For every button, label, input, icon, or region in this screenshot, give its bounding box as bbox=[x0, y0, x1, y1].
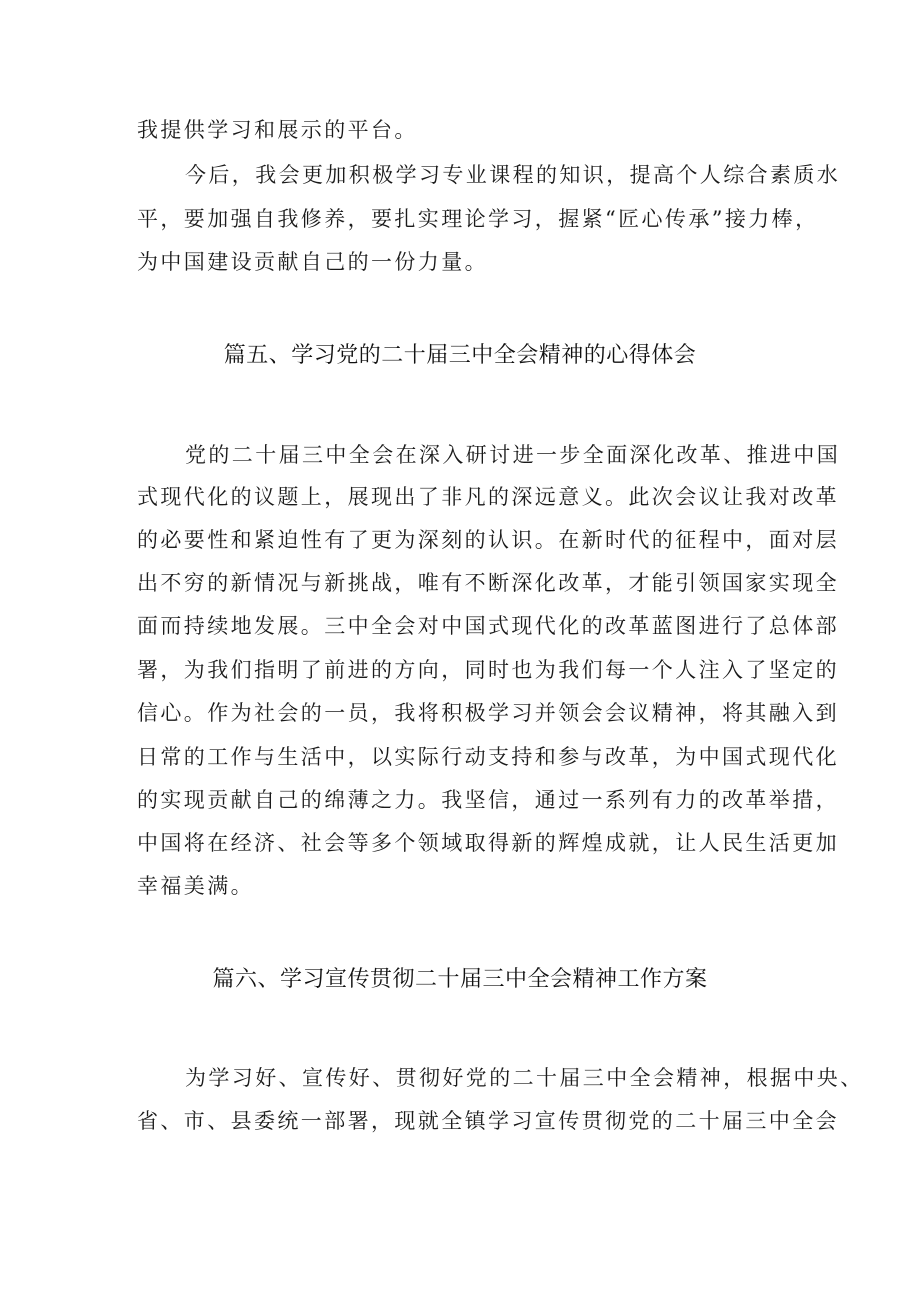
paragraph-line: 署，为我们指明了前进的方向，同时也为我们每一个人注入了坚定的 bbox=[137, 658, 839, 682]
paragraph-line: 为学习好、宣传好、贯彻好党的二十届三中全会精神，根据中央、 bbox=[185, 1066, 864, 1090]
paragraph-line: 日常的工作与生活中，以实际行动支持和参与改革，为中国式现代化 bbox=[137, 745, 839, 769]
paragraph-line: 中国将在经济、社会等多个领域取得新的辉煌成就，让人民生活更加 bbox=[137, 831, 839, 855]
paragraph-line: 今后，我会更加积极学习专业课程的知识，提高个人综合素质水 bbox=[185, 163, 841, 187]
paragraph-line: 式现代化的议题上，展现出了非凡的深远意义。此次会议让我对改革 bbox=[137, 485, 839, 509]
paragraph-line: 的必要性和紧迫性有了更为深刻的认识。在新时代的征程中，面对层 bbox=[137, 528, 839, 552]
paragraph-line: 我提供学习和展示的平台。 bbox=[137, 118, 418, 142]
paragraph-line: 面而持续地发展。三中全会对中国式现代化的改革蓝图进行了总体部 bbox=[137, 614, 839, 638]
paragraph-line: 出不穷的新情况与新挑战，唯有不断深化改革，才能引领国家实现全 bbox=[137, 571, 839, 595]
paragraph-line: 幸福美满。 bbox=[137, 874, 254, 898]
section-six-title: 篇六、学习宣传贯彻二十届三中全会精神工作方案 bbox=[212, 967, 708, 992]
paragraph-line: 省、市、县委统一部署，现就全镇学习宣传贯彻党的二十届三中全会 bbox=[137, 1109, 839, 1133]
section-five-title: 篇五、学习党的二十届三中全会精神的心得体会 bbox=[223, 343, 697, 368]
paragraph-line: 平，要加强自我修养，要扎实理论学习，握紧“匠心传承”接力棒， bbox=[137, 207, 819, 231]
paragraph-line: 为中国建设贡献自己的一份力量。 bbox=[137, 250, 488, 274]
paragraph-line: 党的二十届三中全会在深入研讨进一步全面深化改革、推进中国 bbox=[185, 443, 841, 467]
paragraph-line: 信心。作为社会的一员，我将积极学习并领会会议精神，将其融入到 bbox=[137, 701, 839, 725]
paragraph-line: 的实现贡献自己的绵薄之力。我坚信，通过一系列有力的改革举措， bbox=[137, 788, 839, 812]
